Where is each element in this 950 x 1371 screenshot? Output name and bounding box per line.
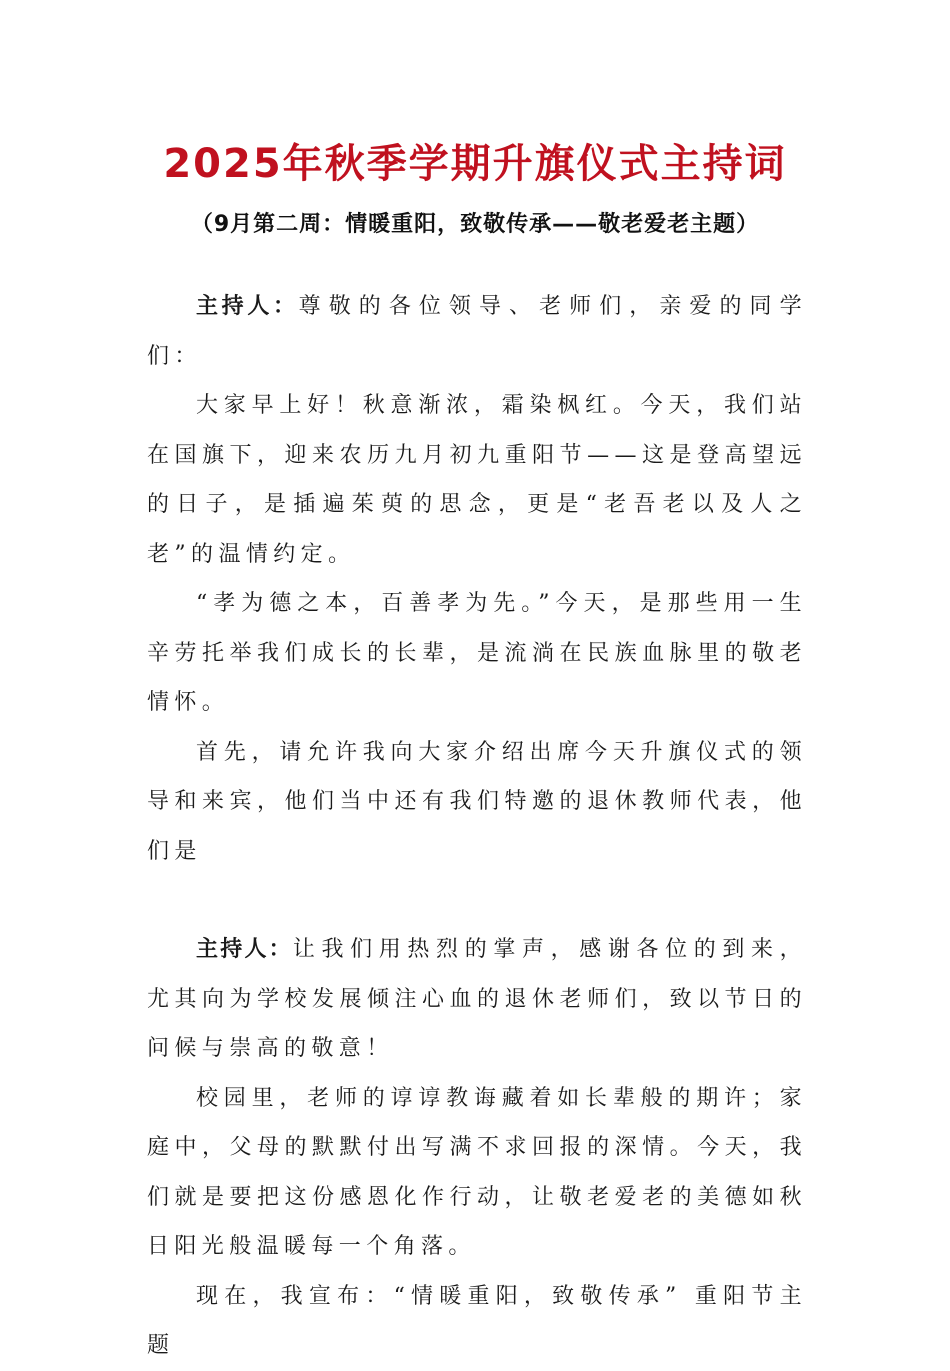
document-title: 2025年秋季学期升旗仪式主持词: [163, 141, 787, 187]
document-subtitle: （9月第二周：情暖重阳，致敬传承——敬老爱老主题）: [190, 212, 760, 237]
paragraph-text: “孝为德之本，百善孝为先。”今天，是那些用一生辛劳托举我们成长的长辈，是流淌在民族血脉里的敬老情怀。: [147, 591, 807, 715]
paragraph-greeting: [147, 282, 807, 381]
paragraph-text: 尊敬的各位领导、老师们，亲爱的同学们：: [147, 294, 807, 369]
paragraph-text: 首先，请允许我向大家介绍出席今天升旗仪式的领导和来宾，他们当中还有我们特邀的退休教师代表，他们是: [147, 739, 807, 864]
paragraph-guests-intro: [147, 728, 807, 877]
paragraph-text: 让我们用热烈的掌声，感谢各位的到来，尤其向为学校发展倾注心血的退休老师们，致以节日的问候与崇高的敬意！: [147, 937, 807, 1061]
paragraph-text: 校园里，老师的谆谆教诲藏着如长辈般的期许；家庭中，父母的默默付出写满不求回报的深情。今天，我们就是要把这份感恩化作行动，让敬老爱老的美德如秋日阳光般温暖每一个角落。: [147, 1085, 807, 1259]
document-body: [147, 282, 807, 1371]
paragraph-text: 大家早上好！秋意渐浓，霜染枫红。今天，我们站在国旗下，迎来农历九月初九重阳节——这是登高望远的日子，是插遍茱萸的思念，更是“老吾老以及人之老”的温情约定。: [147, 393, 807, 567]
paragraph-announcement: [147, 1272, 807, 1371]
speaker-label: 主持人：: [196, 937, 293, 962]
paragraph-text: 现在，我宣布：“情暖重阳，致敬传承” 重阳节主题: [147, 1283, 807, 1358]
paragraph-thanks: [147, 925, 807, 1074]
paragraph-campus: [147, 1074, 807, 1272]
paragraph-filial: [147, 579, 807, 728]
paragraph-opening: [147, 381, 807, 579]
speaker-label: 主持人：: [196, 294, 299, 319]
